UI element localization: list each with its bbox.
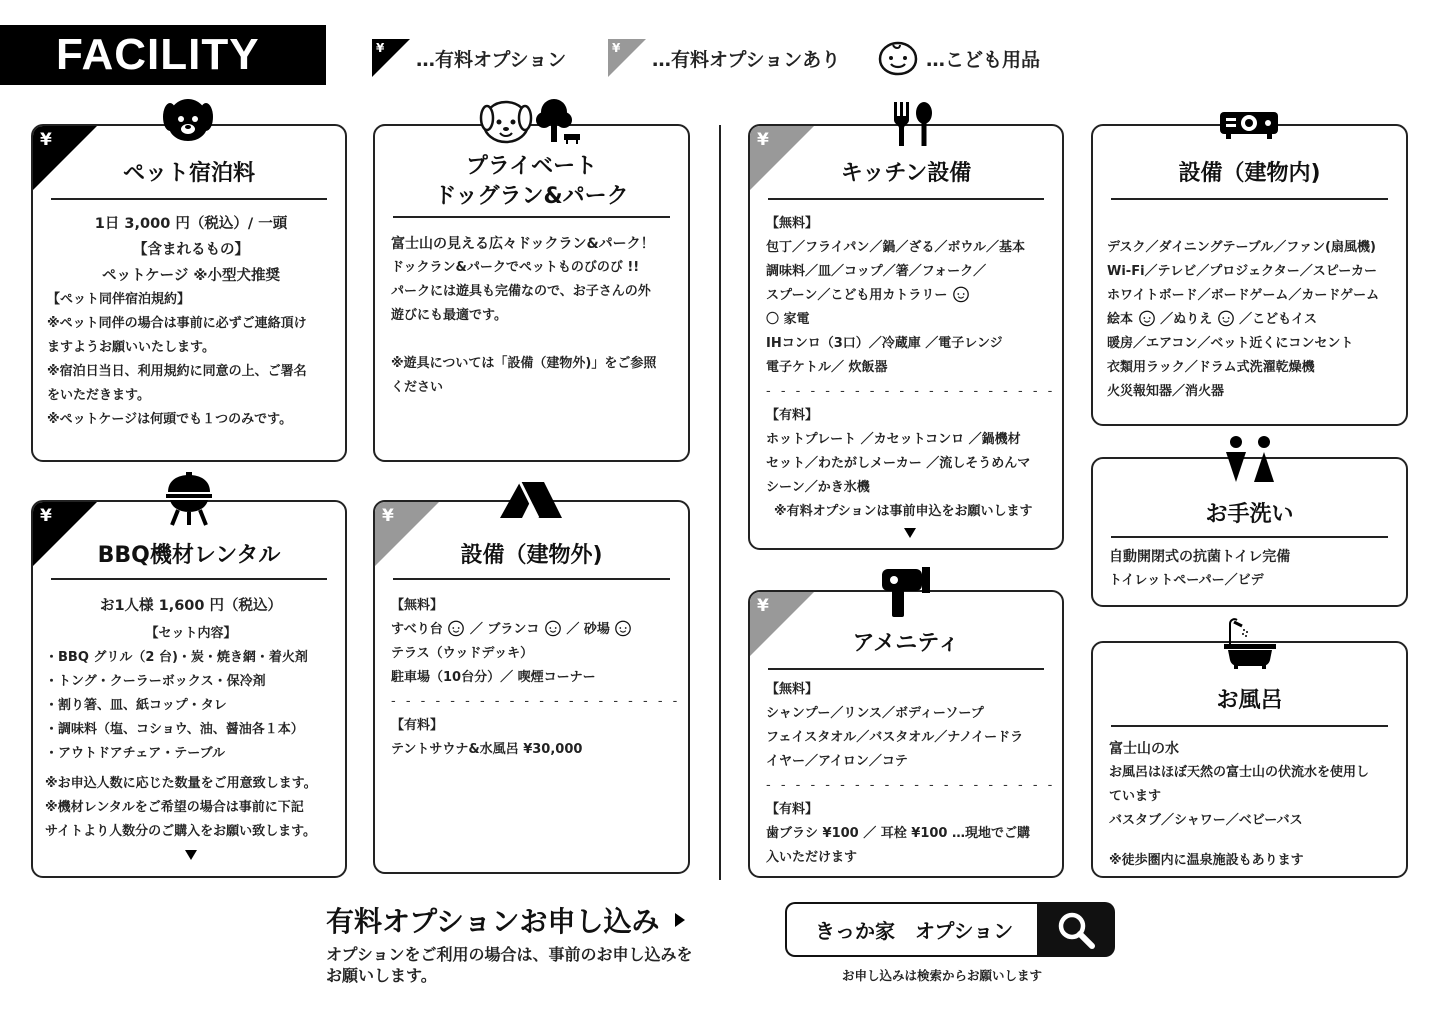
dogrun-title-1: プライベート [465, 154, 598, 179]
outdoor-parking: 駐車場（10台分）／ 喫煙コーナー [391, 670, 596, 685]
more-arrow-icon [904, 528, 916, 538]
outdoor-slide: すべり台 [391, 622, 443, 637]
bathtub-icon [1222, 616, 1278, 670]
search-input[interactable]: きっか家 オプション [785, 902, 1037, 957]
bbq-grill-icon [164, 470, 214, 526]
pet-rules-head: 【ペット同伴宿泊規約】 [47, 292, 191, 307]
kitchen-free-line: 〇 家電 [766, 312, 810, 327]
kitchen-free-line: 包丁／フライパン／鍋／ざる／ボウル／基本 [766, 240, 1025, 255]
title-rule [1111, 725, 1388, 727]
kitchen-free-line: IHコンロ（3口）／冷蔵庫 ／電子レンジ [766, 336, 1003, 351]
kids-face-icon [614, 619, 632, 637]
pet-included: ペットケージ ※小型犬推奨 [101, 268, 281, 284]
amenity-title: アメニティ [852, 631, 960, 656]
legend-paid-label: …有料オプション [416, 48, 567, 71]
indoor-line: 火災報知器／消火器 [1107, 384, 1225, 399]
outdoor-sandbox: ／ 砂場 [566, 622, 610, 637]
dog-tree-icon [478, 98, 588, 144]
dashed-divider: - - - - - - - - - - - - - - - - - - - - [766, 778, 1056, 793]
amenity-free-line: シャンプー／リンス／ボディーソープ [766, 706, 984, 721]
indoor-item-picture-book: 絵本 [1107, 312, 1134, 327]
option-apply-heading [326, 900, 685, 940]
bbq-note: ※お申込人数に応じた数量をご用意致します。 [45, 776, 317, 791]
legend-paid-available-label: …有料オプションあり [652, 48, 841, 71]
dogrun-lead: 富士山の見える広々ドックラン&パーク！ [391, 236, 655, 252]
indoor-item-coloring: ／ぬりえ [1160, 312, 1213, 327]
bbq-card [31, 500, 347, 878]
kids-face-icon [1217, 309, 1235, 327]
option-apply-desc-line: オプションをご利用の場合は、事前のお申し込みを [326, 945, 693, 964]
dogrun-line: ください [391, 380, 444, 395]
title-rule [1111, 536, 1388, 538]
page-title: FACILITY [0, 25, 326, 85]
option-apply-desc [326, 944, 693, 986]
dogrun-line: パークには遊具も完備なので、お子さんの外 [391, 284, 651, 299]
hair-dryer-icon [878, 563, 934, 619]
kitchen-free-head: 【無料】 [766, 216, 819, 231]
kitchen-paid-line: ホットプレート ／カセットコンロ ／鍋機材 [766, 432, 1021, 447]
pet-included-head: 【含まれるもの】 [133, 242, 249, 258]
more-arrow-icon [185, 850, 197, 860]
amenity-paid-head: 【有料】 [766, 802, 819, 817]
outdoor-paid-head: 【有料】 [391, 718, 444, 733]
tent-icon [498, 478, 564, 520]
amenity-paid-line: 歯ブラシ ¥100 ／ 耳栓 ¥100 …現地でご購 [766, 826, 1030, 841]
legend-paid-available [608, 38, 840, 78]
bbq-item: ・BBQ グリル（2 台)・炭・焼き網・着火剤 [45, 650, 308, 665]
indoor-line: Wi-Fi／テレビ／プロジェクター／スピーカー [1107, 264, 1377, 279]
pet-rule-line: ますようお願いいたします。 [47, 340, 215, 355]
pet-rule-line: ※ペットケージは何頭でも１つのみです。 [47, 412, 293, 427]
kitchen-paid-line: セット／わたがしメーカー ／流しそうめんマ [766, 456, 1031, 471]
title-rule [51, 198, 327, 200]
bath-lead: 富士山の水 [1109, 741, 1179, 757]
dogrun-line: ※遊具については「設備（建物外)」をご参照 [391, 356, 657, 371]
bbq-set-head: 【セット内容】 [145, 626, 237, 641]
kids-face-icon [544, 619, 562, 637]
kitchen-free-line: スプーン／こども用カトラリー [766, 288, 948, 303]
bbq-price: お1人様 1,600 円（税込） [99, 598, 283, 614]
toilet-lead: 自動開閉式の抗菌トイレ完備 [1109, 549, 1291, 565]
bath-card [1091, 641, 1408, 878]
outdoor-sauna: テントサウナ&水風呂 ¥30,000 [391, 742, 583, 757]
yen-mark: ¥ [382, 506, 394, 526]
bbq-item: ・調味料（塩、コショウ、油、醤油各１本） [45, 722, 304, 737]
indoor-line: 暖房／エアコン／ベット近くにコンセント [1107, 336, 1354, 351]
paid-option-icon: ¥ [372, 39, 410, 77]
kitchen-paid-head: 【有料】 [766, 408, 819, 423]
column-divider [719, 125, 721, 880]
kitchen-free-line: 調味料／皿／コップ／箸／フォーク／ [766, 264, 987, 279]
amenity-free-line: イヤー／アイロン／コテ [766, 754, 908, 769]
option-apply-heading-text: 有料オプションお申し込み [326, 905, 660, 938]
indoor-line: デスク／ダイニングテーブル／ファン(扇風機) [1107, 240, 1376, 255]
yen-mark: ¥ [40, 130, 52, 150]
outdoor-terrace: テラス（ウッドデッキ） [391, 646, 534, 661]
dogrun-line: 遊びにも最適です。 [391, 308, 507, 323]
play-arrow-icon [675, 913, 685, 927]
kids-face-icon [1138, 309, 1156, 327]
pet-card [31, 124, 347, 462]
bbq-title: BBQ機材レンタル [97, 543, 281, 568]
dogrun-card [373, 124, 690, 462]
indoor-title: 設備（建物内) [1178, 161, 1321, 186]
outdoor-title: 設備（建物外) [460, 543, 603, 568]
bbq-item: ・トング・クーラーボックス・保冷剤 [45, 674, 266, 689]
dashed-divider: - - - - - - - - - - - - - - - - - - - - [391, 694, 681, 709]
kitchen-title: キッチン設備 [840, 161, 972, 186]
projector-icon [1218, 108, 1280, 140]
toilet-line: トイレットペーパー／ビデ [1109, 573, 1264, 588]
yen-mark: ¥ [40, 506, 52, 526]
dogrun-line: ドックラン&パークでペットものびのび !! [391, 260, 640, 275]
bath-title: お風呂 [1216, 688, 1283, 713]
title-rule [393, 216, 670, 218]
indoor-line: ホワイトボード／ボードゲーム／カードゲーム [1107, 288, 1380, 303]
search-note: お申し込みは検索からお願いします [842, 968, 1043, 983]
pet-rule-line: ※ペット同伴の場合は事前に必ずご連絡頂け [47, 316, 307, 331]
pet-price: 1日 3,000 円（税込）/ 一頭 [94, 216, 288, 232]
indoor-card [1091, 124, 1408, 426]
title-rule [393, 578, 670, 580]
outdoor-swing: ／ ブランコ [469, 622, 540, 637]
bbq-item: ・割り箸、皿、紙コップ・タレ [45, 698, 227, 713]
outdoor-card [373, 500, 690, 874]
yen-mark: ¥ [757, 130, 769, 150]
kitchen-free-line: 電子ケトル／ 炊飯器 [766, 360, 888, 375]
bbq-note: サイトより人数分のご購入をお願い致します。 [45, 824, 317, 839]
yen-mark: ¥ [757, 596, 769, 616]
bath-line: お風呂はほぼ天然の富士山の伏流水を使用し [1109, 765, 1370, 780]
amenity-paid-line: 入いただけます [766, 850, 858, 865]
bath-line: バスタブ／シャワー／ベビーバス [1109, 813, 1303, 828]
legend-kids-label: …こども用品 [926, 48, 1041, 71]
toilet-title: お手洗い [1205, 502, 1294, 527]
kids-face-icon [876, 39, 920, 77]
pet-rule-line: ※宿泊日当日、利用規約に同意の上、ご署名 [47, 364, 307, 379]
kitchen-card [748, 124, 1064, 550]
fork-spoon-icon [890, 100, 936, 148]
legend-kids [876, 38, 1040, 78]
title-rule [1111, 198, 1388, 200]
title-rule [768, 668, 1044, 670]
bbq-note: ※機材レンタルをご希望の場合は事前に下記 [45, 800, 304, 815]
dashed-divider: - - - - - - - - - - - - - - - - - - - - [766, 384, 1056, 399]
amenity-free-head: 【無料】 [766, 682, 819, 697]
search-button[interactable] [1037, 902, 1115, 957]
bath-line: ています [1109, 789, 1162, 804]
outdoor-free-head: 【無料】 [391, 598, 444, 613]
dog-icon [162, 97, 214, 143]
kids-face-icon [952, 285, 970, 303]
kitchen-note: ※有料オプションは事前申込をお願いします [774, 504, 1033, 519]
indoor-line: 衣類用ラック／ドラム式洗濯乾燥機 [1107, 360, 1315, 375]
kids-face-icon [447, 619, 465, 637]
kitchen-paid-line: シーン／かき氷機 [766, 480, 870, 495]
dogrun-title-2: ドッグラン&パーク [434, 184, 629, 209]
paid-option-available-icon: ¥ [608, 39, 646, 77]
amenity-free-line: フェイスタオル／バスタオル／ナノイードラ [766, 730, 1024, 745]
option-apply-desc-line: お願いします。 [326, 966, 437, 985]
title-rule [51, 578, 327, 580]
bath-note: ※徒歩圏内に温泉施設もあります [1109, 853, 1304, 868]
legend-paid [372, 38, 566, 78]
amenity-card [748, 590, 1064, 878]
search-icon [1056, 910, 1096, 950]
pet-title: ペット宿泊料 [122, 161, 255, 186]
search-box[interactable] [785, 902, 1115, 957]
indoor-item-kids-chair: ／こどもイス [1239, 312, 1318, 327]
pet-rule-line: をいただきます。 [47, 388, 150, 403]
restroom-icon [1222, 434, 1278, 488]
title-rule [768, 198, 1044, 200]
bbq-item: ・アウトドアチェア・テーブル [45, 746, 226, 761]
